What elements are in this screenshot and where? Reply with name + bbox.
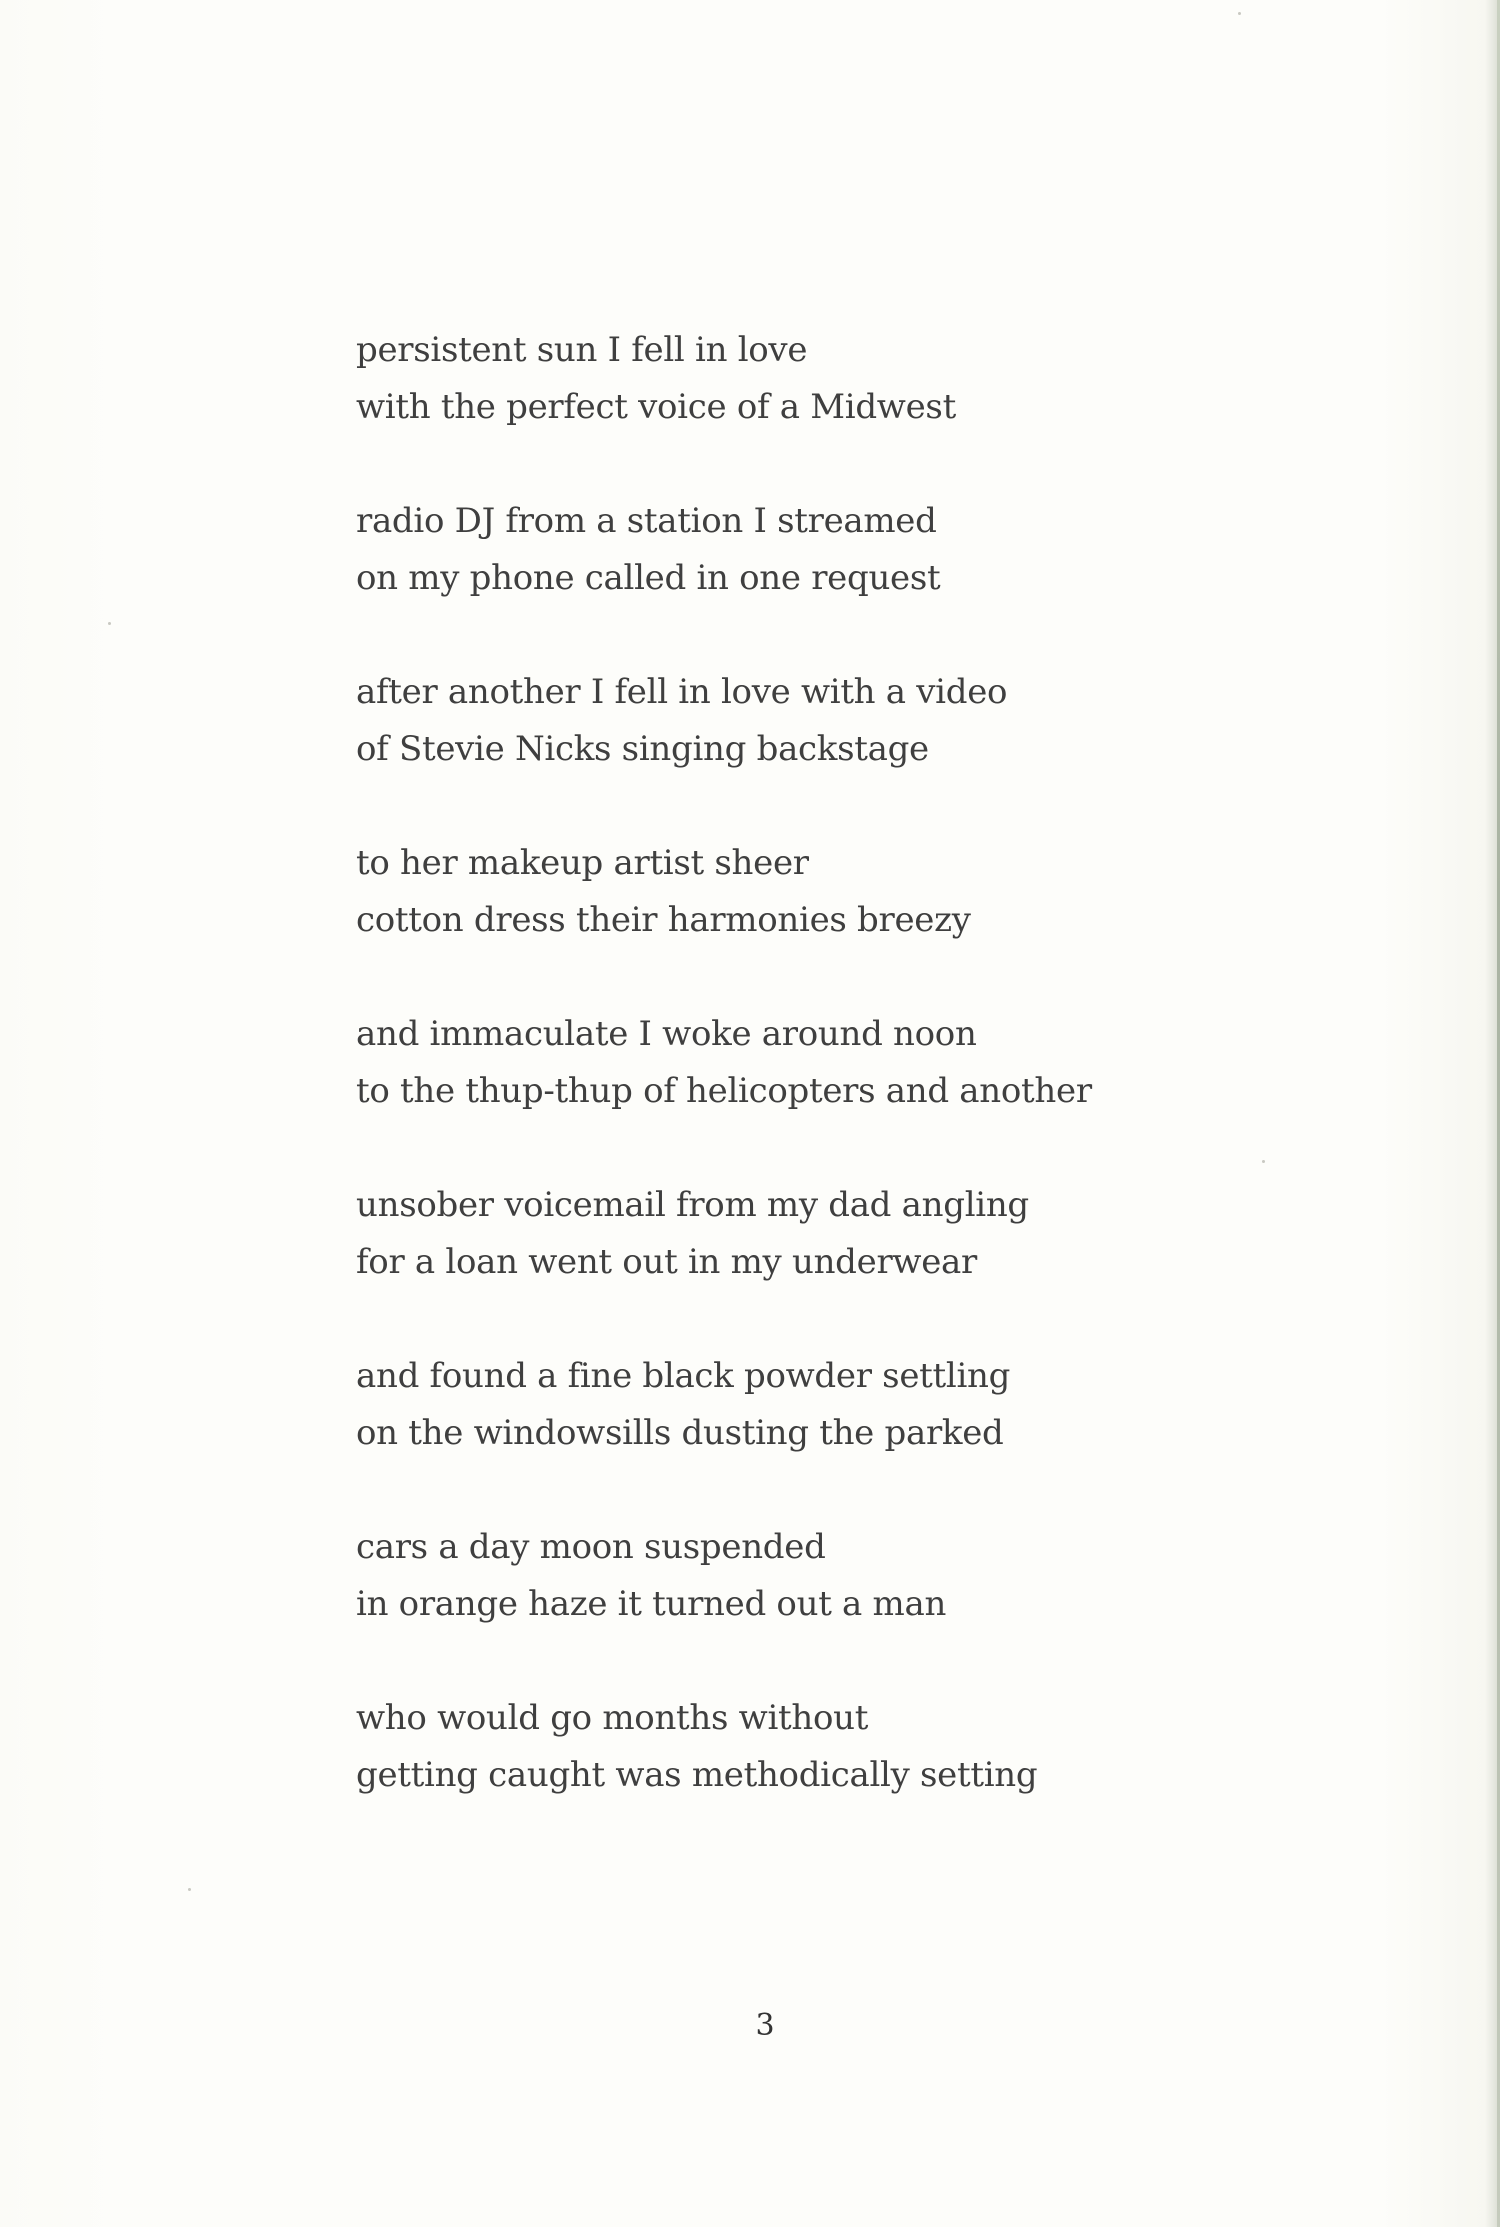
page-number: 3	[755, 2008, 775, 2043]
stanza-4	[356, 835, 1256, 949]
poem-line: and found a fine black powder settling	[356, 1356, 1011, 1396]
poem-line: who would go months without	[356, 1698, 869, 1738]
poem-line: on my phone called in one request	[356, 558, 941, 598]
poem-line: cotton dress their harmonies breezy	[356, 900, 971, 940]
stanza-8	[356, 1519, 1256, 1633]
stanza-1	[356, 322, 1256, 436]
poem-line: persistent sun I fell in love	[356, 330, 808, 370]
poem-line: on the windowsills dusting the parked	[356, 1413, 1004, 1453]
stanza-7	[356, 1348, 1256, 1462]
poem-line: for a loan went out in my underwear	[356, 1242, 977, 1282]
stanza-6	[356, 1177, 1256, 1291]
poem-line: to the thup-thup of helicopters and another	[356, 1071, 1092, 1111]
paper-speck	[1262, 1160, 1265, 1163]
paper-speck	[1238, 12, 1241, 15]
paper-speck	[108, 622, 111, 625]
poem-body	[356, 322, 1256, 1861]
stanza-9	[356, 1690, 1256, 1804]
paper-speck	[188, 1888, 191, 1891]
poem-line: in orange haze it turned out a man	[356, 1584, 947, 1624]
poem-line: after another I fell in love with a video	[356, 672, 1008, 712]
poem-line: cars a day moon suspended	[356, 1527, 826, 1567]
stanza-3	[356, 664, 1256, 778]
poem-line: unsober voicemail from my dad angling	[356, 1185, 1029, 1225]
poem-line: getting caught was methodically setting	[356, 1755, 1038, 1795]
poem-line: radio DJ from a station I streamed	[356, 501, 937, 541]
poem-line: with the perfect voice of a Midwest	[356, 387, 956, 427]
stanza-2	[356, 493, 1256, 607]
poem-line: and immaculate I woke around noon	[356, 1014, 977, 1054]
poem-line: of Stevie Nicks singing backstage	[356, 729, 929, 769]
poem-line: to her makeup artist sheer	[356, 843, 809, 883]
stanza-5	[356, 1006, 1256, 1120]
